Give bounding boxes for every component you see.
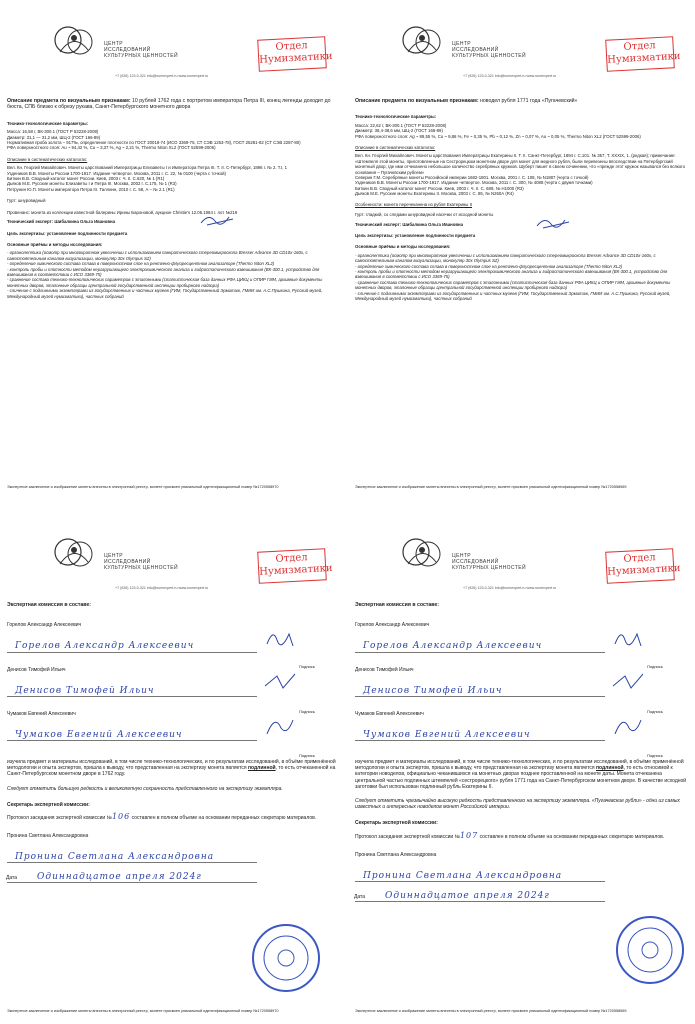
round-seal-icon (250, 922, 322, 994)
page-header (348, 512, 695, 590)
commission-member: Чумаков Евгений Алексеевич Чумаков Евгений Алексеевич Подпись (355, 710, 663, 758)
description-body (7, 98, 339, 302)
conclusion-note: Следует отметить большую редкость и великолепную сохранность представленного на экспертизу экземпляра. (7, 785, 283, 792)
member-signature-icon (263, 670, 297, 694)
logo-icon (52, 22, 96, 62)
feature-info: Особенности: монета перечеканена из рубля Екатерины II (355, 201, 472, 207)
description-label: Описание предмета по визуальным признакам: (355, 98, 479, 104)
member-signature-icon (263, 626, 297, 650)
description-label: Описание предмета по визуальным признакам: (7, 98, 131, 104)
tech-expert: Технический эксперт: Шибалкина Ольга Ивановна (355, 222, 687, 227)
secretary-block: Пронина Светлана Александровна Пронина Светлана Александровна Дата Одиннадцатое апреля 2024г (355, 852, 687, 902)
department-stamp: Отдел Нумизматики (605, 36, 675, 72)
expert-signature-icon (199, 211, 239, 229)
org-name: ЦЕНТР ИССЛЕДОВАНИЙ КУЛЬТУРНЫХ ЦЕННОСТЕЙ (452, 553, 526, 571)
edge-info: Гурт: гладкий, со следами шнуровидной насечки от исходной монеты (355, 212, 494, 218)
commission-heading: Экспертная комиссия в составе: (355, 602, 439, 608)
commission-member: Горелов Александр Алексеевич Горелов Александр Алексеевич Подпись (355, 622, 663, 670)
commission-member: Денисов Тимофей Ильич Денисов Тимофей Ильич Подпись (7, 666, 315, 714)
registry-footer: Экспертное заключение и изображение монеты внесены в электронный реестр, монете присвоен уникальный идентификационный номер №1720558969 (355, 1009, 627, 1013)
page-header (348, 0, 695, 78)
catalog-list: Вел. Кн. Георгий Михайлович. Монеты царствований Императрицы Елизаветы I и Императора Петра III. Т. II. С-Петербург, 1896 г. № 2. Т.I, 1 Уздеников В.В. Монеты России 1700-1917. Издание четвертое. Москва, 2011 г. С. 22, № 0100 (черта с точкой) Биткин В.В. Сводный каталог монет России. Киев, 2003 г. Ч. II. С.620, № 1 (R1) Дьяков М.Е. Русские монеты Елизаветы I и Петра III. Москва, 2002 г. С.175, № 1 (R3) Петрунин Ю.П. Монеты императора Петра III. Таллинн, 2010 г. С. 58, А – № 2.1 (R1) (7, 165, 288, 192)
tech-list: Масса: 22,62 г, ВК-300.1 (ГОСТ Р 53228-2008) Диаметр: 38,4-38,6 мм, ШЦ-2 (ГОСТ 166-89) РФА поверхностного слоя: Ag ~ 89,55 %, Cu ~ 9,86 %, Fe ~ 0,35 %, Pb ~ 0,12 %, Zn ~ 0,07 %, Au ~ 0,05 %, Thermo Niton XL2 (ГОСТ 52599-2006) (355, 122, 641, 139)
tech-heading: Технико-технологические параметры: (7, 120, 89, 126)
description-text: новодел рубля 1771 года «Пугачевский» (478, 98, 578, 104)
protocol-line: Протокол заседания экспертной комиссии №107 составлен в полном объеме на основании переданных секретарю материалов. (355, 830, 665, 840)
department-stamp: Отдел Нумизматики (605, 548, 675, 584)
contact-line: +7 (926) 123-0-321 info@numexpert.ru www.numexpert.ru (115, 74, 209, 78)
certificate-page-3-commission (0, 512, 347, 1024)
page-header (0, 512, 347, 590)
secretary-heading: Секретарь экспертной комиссии: (7, 801, 90, 808)
methods-heading: Основные приёмы и методы исследования: (7, 241, 103, 247)
org-name: ЦЕНТР ИССЛЕДОВАНИЙ КУЛЬТУРНЫХ ЦЕННОСТЕЙ (104, 553, 178, 571)
logo-icon (52, 534, 96, 574)
contact-line: +7 (926) 123-0-321 info@numexpert.ru www.numexpert.ru (463, 586, 557, 590)
org-name: ЦЕНТР ИССЛЕДОВАНИЙ КУЛЬТУРНЫХ ЦЕННОСТЕЙ (452, 41, 526, 59)
member-signature-icon (263, 714, 297, 738)
catalog-heading: Описание в систематических каталогах: (7, 156, 88, 162)
description-text: 10 рублей 1762 года с портретом императора Петра III, конец легенды доходит до бюста, СПБ близко к обрезу рукава, Санкт-Петербургского монетного двора (7, 98, 331, 111)
registry-footer: Экспертное заключение и изображение монеты внесены в электронный реестр, монете присвоен уникальный идентификационный номер №1720558970 (7, 485, 279, 489)
catalog-list: Вел. Кн. Георгий Михайлович. Монеты царствования Императрицы Екатерины II. Т. II. Санкт-Петербург, 1894 г. С.101. № 357, Т. XXXIX, 1. (редкая); примечание: «Штемпеля этой монеты, приготовленные на Сестрорецком монетном дворе для монет для медного рубля, были перевезены впоследствии на Петербургский монетный двор, где ими отчеканено небольшое количество серебряных кружков. Шуберт пишет в своем сочинении, что «прежде этот кружок назывался без всякого основания – Пугачевским рублем» Северин Г.М. Серебряные монеты Российской империи 1682-1801. Москва, 2001 г. С. 108, № N1887 (черта с точкой) Уздеников В.В. Монеты России 1700-1917. Издание четвертое. Москва, 2011 г. С. 300, № 4088 (черта с двумя точками) Биткин В.В. Сводный каталог монет России. Киев, 2003 г. Ч. II. С. 689, № Н1000 (R3) Дьяков М.Е. Русские монеты Екатерины II. Москва, 2003 г. С. 85, № N260А (R4) (355, 153, 686, 197)
edge-info: Гурт: шнуровидный (7, 198, 46, 204)
contact-line: +7 (926) 123-0-321 info@numexpert.ru www.numexpert.ru (115, 586, 209, 590)
methods-list: - органолептика (осмотр при многократном увеличении с использованием панкратического стереомикроскопа Bresser Advance 3D CD10x-160x, с самостоятельным каналом визуализации, монокуляр 30x Olympus SZ) - определение химического состава сплава в поверхностном слое на рентгено-флуоресцентном анализаторе (Thermo Niton XL2) - контроль пробы и плотности методом неразрушающего электрохимического анализа и гидростатического взвешивания (ВК-300.1, устройство для взвешивания в соответствии с ИСО 3369-75) - сравнение состава технико-технологических параметров с эталонными (статистическая база данных РФА ЦИКЦ и ОПИР ГИМ, архивные документы монетных дворов, эталонные образцы Центральной государственной инспекции пробирного надзора) - сличение с подлинными экземплярами из государственных и частных музеев (ГИМ, Государственный Эрмитаж, ГМИИ им. А.С.Пушкина, Русский музей, Международный музей нумизматики), частных собраний (7, 250, 323, 299)
round-seal-icon (614, 914, 686, 986)
conclusion-note: Следует отметить чрезвычайно высокую редкость представленного на экспертизу экземпляра. «Пугачевские рубли» - одни из самых известных и интересных новоделов монет Российской империи. (355, 798, 680, 811)
secretary-heading: Секретарь экспертной комиссии: (355, 820, 438, 827)
commission-member: Чумаков Евгений Алексеевич Чумаков Евгений Алексеевич Подпись (7, 710, 315, 758)
certificate-page-2-description (348, 0, 695, 512)
org-name: ЦЕНТР ИССЛЕДОВАНИЙ КУЛЬТУРНЫХ ЦЕННОСТЕЙ (104, 41, 178, 59)
goal: Цель экспертизы: установление подлинности предмета (355, 232, 476, 238)
department-stamp: Отдел Нумизматики (257, 36, 327, 72)
goal: Цель экспертизы: установление подлинности предмета (7, 230, 128, 236)
commission-heading: Экспертная комиссия в составе: (7, 602, 91, 608)
description-body (355, 98, 687, 304)
certificate-page-4-commission (348, 512, 695, 1024)
page-header (0, 0, 347, 78)
contact-line: +7 (926) 123-0-321 info@numexpert.ru www.numexpert.ru (463, 74, 557, 78)
commission-member: Горелов Александр Алексеевич Горелов Александр Алексеевич Подпись (7, 622, 315, 670)
commission-body (355, 598, 687, 902)
tech-list: Масса: 16,58 г, ВК-300.1 (ГОСТ Р 53228-2008) Диаметр: 31,1 — 31,2 мм, ШЦ-2 (ГОСТ 166-89) Нормативная проба золота – 917‰, определение плотности по ГОСТ 20018-74 (ИСО 3369-75, СТ СЭВ 1253-78), ГОСТ 25281-82 (СТ СЭВ 2287-80) РФА поверхностного слоя: Au ~ 94,42 %, Cu ~ 3,37 %, Ag ~ 2,21 %, Thermo Niton XL2 (ГОСТ 52599-2006) (7, 129, 301, 151)
logo-icon (400, 22, 444, 62)
member-signature-icon (611, 626, 645, 650)
certificate-page-1-description (0, 0, 347, 512)
logo-icon (400, 534, 444, 574)
tech-expert: Технический эксперт: Шибалкина Ольга Ивановна (7, 219, 339, 224)
secretary-block: Пронина Светлана Александровна Пронина Светлана Александровна Дата Одиннадцатое апреля 2024г (7, 833, 339, 883)
commission-member: Денисов Тимофей Ильич Денисов Тимофей Ильич Подпись (355, 666, 663, 714)
methods-heading: Основные приёмы и методы исследования: (355, 244, 451, 250)
department-stamp: Отдел Нумизматики (257, 548, 327, 584)
provenance: Провенанс: монета из коллекции известной балерины Ирины Бароновой, аукцион Christie's 12.05.1984 г. лот №219 (7, 209, 238, 215)
conclusion: изучила предмет и материалы исследований, в том числе технико-технологических, и по результатам исследований, в объёме применённой методологии и опыта экспертов, пришла к выводу, что представленная на экспертизу монета является подлинной, то есть относимой к категории новоделов, официально чеканившихся на монетных дворах позднее проставленной на монете даты. Монета отчеканена центральной частью подлинных штемпелей «сестрорецкого» рубля 1771 года на Санкт-Петербургском монетном дворе. В качестве исходной заготовки был использован подлинный рубль Екатерины II. (355, 759, 687, 790)
member-signature-icon (611, 670, 645, 694)
expert-signature-icon (535, 214, 575, 232)
commission-body (7, 598, 339, 883)
catalog-heading: Описание в систематических каталогах: (355, 145, 436, 151)
protocol-line: Протокол заседания экспертной комиссии №106 составлен в полном объеме на основании переданных секретарю материалов. (7, 812, 317, 822)
member-signature-icon (611, 714, 645, 738)
conclusion: изучила предмет и материалы исследований, в том числе технико-технологических, и по результатам исследований, в объёме применённой методологии и опыта экспертов, пришла к выводу, что представленная на экспертизу монета является подлинной, то есть отчеканенной на Санкт-Петербургском монетном дворе в 1762 году. (7, 759, 336, 778)
registry-footer: Экспертное заключение и изображение монеты внесены в электронный реестр, монете присвоен уникальный идентификационный номер №1720558969 (355, 485, 627, 489)
tech-heading: Технико-технологические параметры: (355, 114, 437, 120)
methods-list: - органолептика (осмотр при многократном увеличении с использованием панкратического стереомикроскопа Bresser Advance 3D CD10x-160x, с самостоятельным каналом визуализации, монокуляр 30x Olympus SZ) - определение химического состава сплава в поверхностном слое на рентгено-флуоресцентном анализаторе (Thermo Niton XL2) - контроль пробы и плотности методом неразрушающего электрохимического анализа и гидростатического взвешивания (ВК-300.1, устройство для взвешивания в соответствии с ИСО 3369-75) - сравнение состава технико-технологических параметров с эталонными (статистическая база данных РФА ЦИКЦ и ОПИР ГИМ, архивные документы монетных дворов, эталонные образцы Центральной государственной инспекции пробирного надзора) - сличение с подлинными экземплярами из государственных и частных музеев (ГИМ, Государственный Эрмитаж, ГМИИ им. А.С.Пушкина, Русский музей, Международный музей нумизматики), частных собраний (355, 252, 671, 301)
registry-footer: Экспертное заключение и изображение монеты внесены в электронный реестр, монете присвоен уникальный идентификационный номер №1720558970 (7, 1009, 279, 1013)
